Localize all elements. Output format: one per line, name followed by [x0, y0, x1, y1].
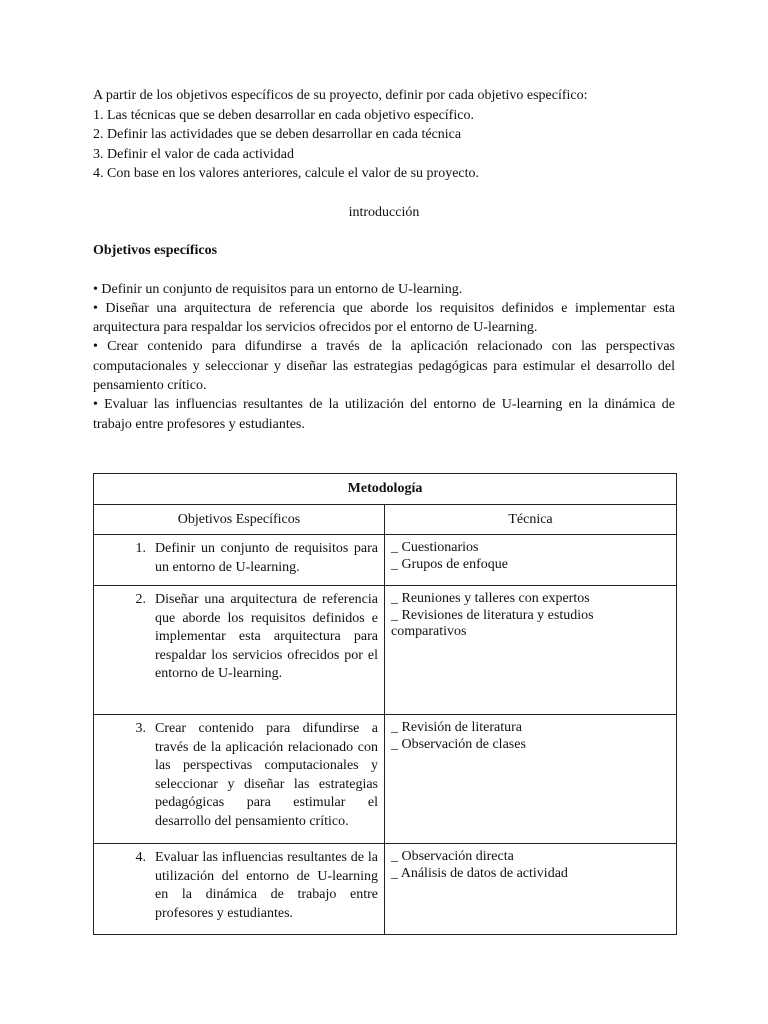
- row-number: 3.: [135, 721, 146, 736]
- technique-item: _ Cuestionarios: [391, 540, 479, 555]
- objective-text: Evaluar las influencias resultantes de la utilización del entorno de U-learning en la dinámica de trabajo entre profesores y estudiantes.: [155, 850, 378, 921]
- objective-text: Diseñar una arquitectura de referencia que aborde los requisitos definidos e implementar esta arquitectura para respaldar los servicios ofrecidos por el entorno de U-learning.: [155, 592, 378, 681]
- row-number: 4.: [135, 850, 146, 865]
- objective-cell: [94, 715, 385, 844]
- technique-item: _ Análisis de datos de actividad: [391, 865, 568, 881]
- objective-bullet: • Evaluar las influencias resultantes de la utilización del entorno de U-learning en la dinámica de trabajo entre profesores y estudiantes.: [93, 397, 675, 432]
- table-row: [94, 586, 677, 715]
- objective-bullet: • Definir un conjunto de requisitos para un entorno de U-learning.: [93, 281, 463, 297]
- objective-text: Definir un conjunto de requisitos para un entorno de U-learning.: [155, 541, 378, 575]
- technique-item: _ Observación de clases: [391, 736, 526, 752]
- intro-line: 4. Con base en los valores anteriores, calcule el valor de su proyecto.: [93, 166, 480, 181]
- table-title: Metodología: [94, 474, 677, 505]
- technique-cell: [385, 715, 677, 844]
- row-number: 1.: [135, 541, 146, 556]
- methodology-table: [93, 473, 677, 935]
- intro-line: 3. Definir el valor de cada actividad: [93, 146, 294, 162]
- objectives-heading: Objetivos específicos: [93, 243, 218, 258]
- table-row: [94, 844, 677, 935]
- technique-cell: [385, 586, 677, 715]
- column-header-objectives: Objetivos Específicos: [94, 505, 385, 535]
- objective-text: Crear contenido para difundirse a través de la aplicación relacionado con las perspectivas computacionales y seleccionar y diseñar las estrategias pedagógicas para estimular el desarrollo del pensamiento crítico.: [155, 721, 378, 829]
- table-row: [94, 535, 677, 586]
- technique-item: _ Reuniones y talleres con expertos: [391, 591, 590, 606]
- objective-cell: [94, 535, 385, 586]
- technique-cell: [385, 844, 677, 935]
- document-body: [93, 86, 675, 434]
- row-number: 2.: [135, 592, 146, 607]
- technique-item: _ Grupos de enfoque: [391, 556, 509, 572]
- table-row: [94, 715, 677, 844]
- intro-line: 2. Definir las actividades que se deben desarrollar en cada técnica: [93, 127, 462, 142]
- intro-line: A partir de los objetivos específicos de su proyecto, definir por cada objetivo específico:: [93, 88, 588, 103]
- section-subtitle: introducción: [348, 204, 420, 220]
- objective-bullet: • Crear contenido para difundirse a través de la aplicación relacionado con las perspectivas computacionales y seleccionar y diseñar las estrategias pedagógicas para estimular el desarrollo del pensamiento crítico.: [93, 339, 675, 393]
- column-header-technique: Técnica: [385, 505, 677, 535]
- technique-cell: [385, 535, 677, 586]
- objective-cell: [94, 586, 385, 715]
- objective-cell: [94, 844, 385, 935]
- technique-item: _ Revisión de literatura: [391, 720, 523, 735]
- technique-item: _ Observación directa: [391, 849, 514, 864]
- intro-line: 1. Las técnicas que se deben desarrollar en cada objetivo específico.: [93, 107, 474, 123]
- technique-item: _ Revisiones de literatura y estudios comparativos: [391, 607, 594, 639]
- objective-bullet: • Diseñar una arquitectura de referencia que aborde los requisitos definidos e implementar esta arquitectura para respaldar los servicios ofrecidos por el entorno de U-learning.: [93, 300, 675, 336]
